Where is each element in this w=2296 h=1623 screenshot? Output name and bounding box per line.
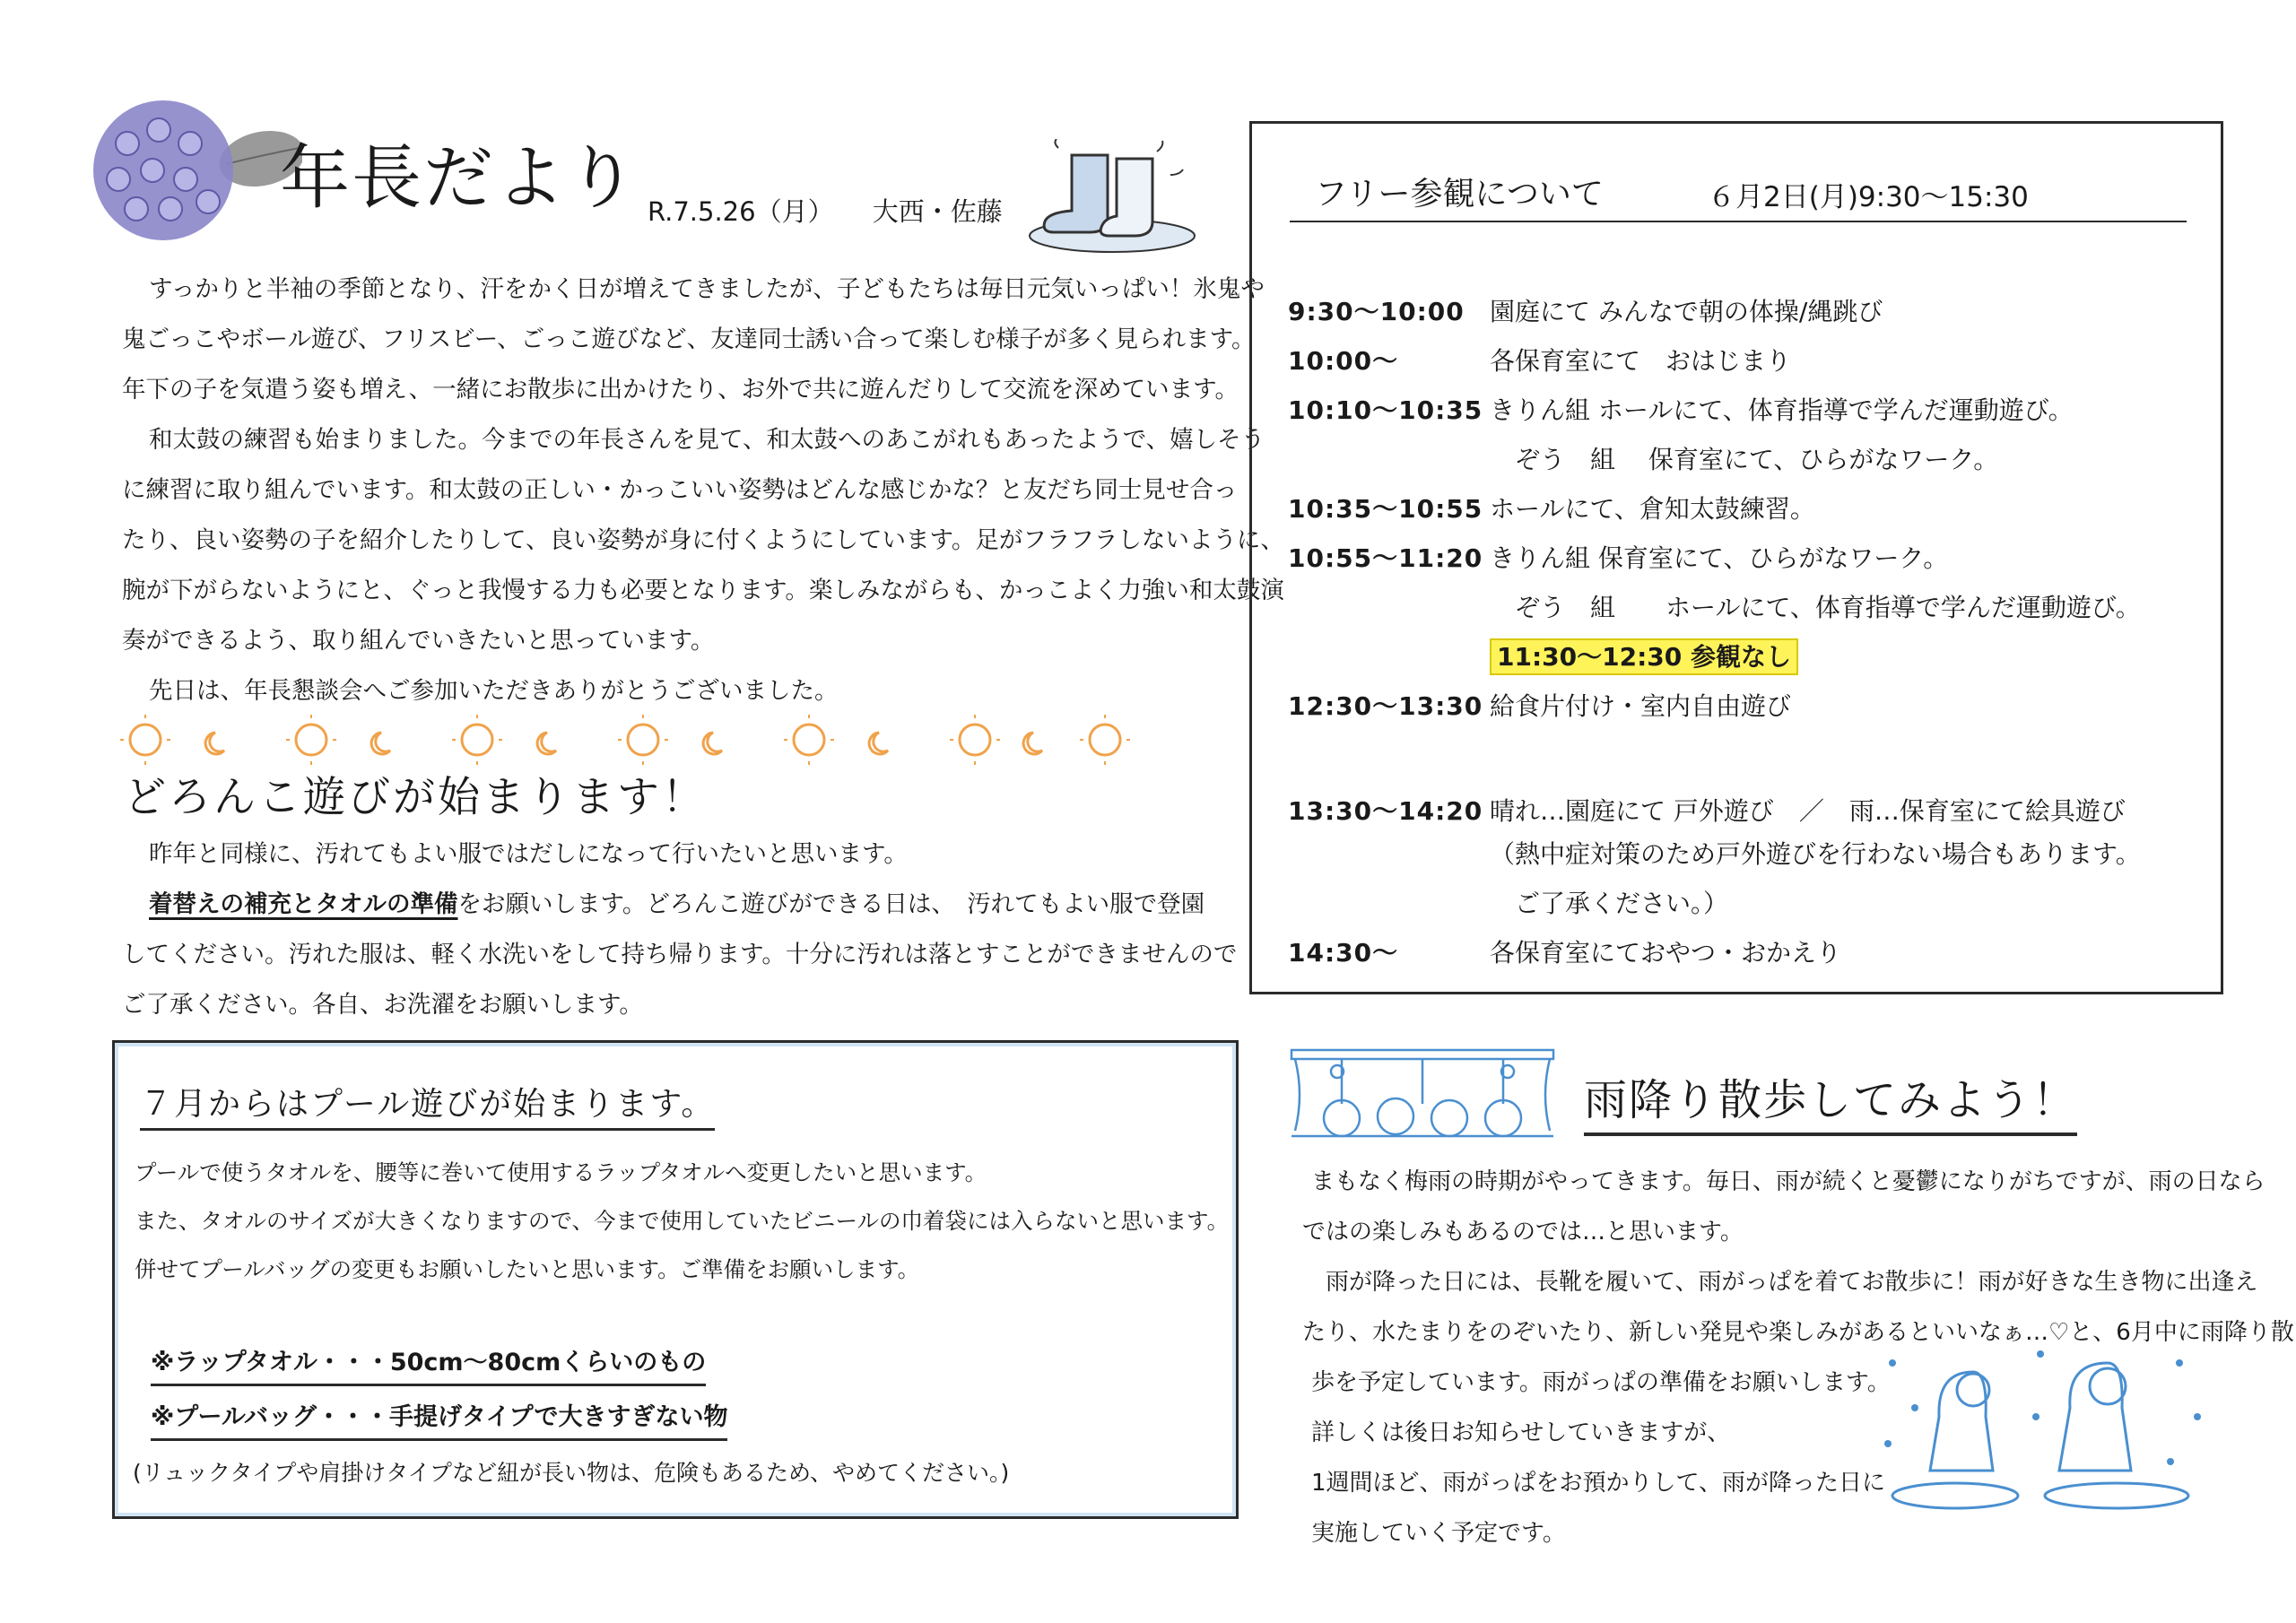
pool-body — [135, 1149, 1230, 1294]
doronko-line — [122, 880, 1234, 930]
schedule-row — [1288, 482, 2203, 532]
schedule-row — [1288, 680, 2203, 729]
intro-line: 年下の子を気遣う姿も増え、一緒にお散歩に出かけたり、お外で共に遊んだりして交流を深めています。 — [122, 376, 1239, 404]
schedule-row — [1288, 532, 2203, 581]
rain-line: 実施していく予定です。 — [1311, 1520, 1566, 1547]
schedule-desc: ご了承ください。） — [1490, 888, 1729, 918]
schedule-row — [1288, 828, 2203, 877]
intro-line: 先日は、年長懇談会へご参加いただきありがとうございました。 — [149, 677, 839, 705]
schedule-time: 14:30～ — [1288, 937, 1399, 968]
sun-icon — [628, 725, 658, 755]
schedule-time: 10:35～10:55 — [1288, 493, 1483, 524]
schedule-title: フリー参観について — [1315, 176, 1604, 213]
intro-text — [122, 265, 1284, 716]
rain-line: 詳しくは後日お知らせしていきますが、 — [1311, 1419, 1731, 1446]
pool-line: また、タオルのサイズが大きくなりますので、今まで使用していたビニールの巾着袋には入らないと思います。 — [135, 1208, 1230, 1234]
sun-icon — [462, 725, 492, 755]
schedule-row — [1288, 926, 2203, 976]
hydrangea-illustration — [65, 94, 302, 247]
schedule-row — [1288, 877, 2203, 926]
rain-boots-illustration — [1022, 139, 1202, 254]
pool-item-wrap-towel: ※ラップタオル・・・50cm～80cmくらいのもの — [151, 1342, 706, 1386]
issue-date: R.7.5.26（月） — [648, 196, 834, 227]
sun-icon — [296, 725, 326, 755]
schedule-time: 10:55～11:20 — [1288, 542, 1483, 573]
pool-notice-box — [112, 1040, 1239, 1519]
doronko-emphasis: 着替えの補充とタオルの準備 — [149, 890, 458, 918]
children-in-raincoats-illustration — [1874, 1336, 2215, 1515]
schedule-desc: （熱中症対策のため戸外遊びを行わない場合もあります。 — [1490, 838, 2141, 869]
schedule-desc: 給食片付け・室内自由遊び — [1490, 690, 1792, 721]
schedule-desc: ホールにて、倉知太鼓練習。 — [1490, 493, 1815, 524]
sun-icon — [960, 725, 990, 755]
divider — [1290, 221, 2187, 222]
schedule-row — [1288, 581, 2203, 630]
rain-line: 雨が降った日には、長靴を履いて、雨がっぱを着てお散歩に！雨が好きな生き物に出逢え — [1326, 1269, 2258, 1296]
schedule-row-highlight — [1288, 630, 2203, 680]
sun-icon — [1090, 725, 1120, 755]
doronko-line: 昨年と同様に、汚れてもよい服ではだしになって行いたいと思います。 — [149, 840, 908, 868]
issue-meta — [648, 192, 1033, 229]
authors: 大西・佐藤 — [872, 196, 1003, 227]
schedule-list — [1288, 285, 2203, 976]
schedule-desc: 各保育室にておやつ・おかえり — [1490, 937, 1842, 968]
rain-line: ではの楽しみもあるのでは…と思います。 — [1302, 1219, 1744, 1245]
intro-line: 腕が下がらないようにと、ぐっと我慢する力も必要となります。楽しみながらも、かっこよく力強い和太鼓演 — [122, 577, 1284, 604]
no-observation-highlight: 11:30～12:30 参観なし — [1490, 638, 1798, 675]
doronko-line-rest: をお願いします。どろんこ遊びができる日は、 汚れてもよい服で登園 — [457, 890, 1205, 918]
doronko-text — [122, 829, 1238, 1030]
schedule-desc: 各保育室にて おはじまり — [1490, 345, 1792, 376]
page-title: 年長だより — [280, 138, 639, 219]
intro-line: に練習に取り組んでいます。和太鼓の正しい・かっこいい姿勢はどんな感じかな？と友だち同士見せ合っ — [122, 476, 1238, 504]
schedule-time: 9:30～10:00 — [1288, 296, 1465, 326]
schedule-desc: きりん組 保育室にて、ひらがなワーク。 — [1490, 542, 1949, 573]
schedule-row — [1288, 285, 2203, 334]
rain-walk-title: 雨降り散歩してみよう！ — [1584, 1065, 2077, 1136]
sun-icon — [130, 725, 161, 755]
schedule-time: 12:30～13:30 — [1288, 690, 1483, 721]
pool-line: プールで使うタオルを、腰等に巻いて使用するラップタオルへ変更したいと思います。 — [135, 1159, 987, 1185]
schedule-desc: きりん組 ホールにて、体育指導で学んだ運動遊び。 — [1490, 395, 2074, 425]
schedule-row — [1288, 433, 2203, 482]
open-observation-box — [1249, 121, 2223, 994]
schedule-desc: ぞう 組 ホールにて、体育指導で学んだ運動遊び。 — [1490, 592, 2141, 622]
intro-line: たり、良い姿勢の子を紹介したりして、良い姿勢が身に付くようにしています。足がフラフラしないように、 — [122, 526, 1284, 554]
doronko-heading: どろんこ遊びが始まります！ — [124, 773, 707, 822]
schedule-time: 13:30～14:20 — [1288, 796, 1483, 826]
pool-note: (リュックタイプや肩掛けタイプなど紐が長い物は、危険もあるため、やめてください。) — [133, 1460, 1010, 1486]
schedule-desc: ぞう 組 保育室にて、ひらがなワーク。 — [1490, 444, 1999, 474]
schedule-time: 10:10～10:35 — [1288, 395, 1483, 425]
rain-line: たり、水たまりをのぞいたり、新しい発見や楽しみがあるといいなぁ…♡と、6月中に雨降り散 — [1302, 1319, 2294, 1346]
doronko-line: してください。汚れた服は、軽く水洗いをして持ち帰ります。十分に汚れは落とすことができませんので — [122, 941, 1238, 968]
doronko-line: ご了承ください。各自、お洗濯をお願いします。 — [122, 991, 643, 1019]
pool-title: ７月からはプール遊びが始まります。 — [140, 1079, 715, 1131]
schedule-desc: 晴れ…園庭にて 戸外遊び ／ 雨…保育室にて絵具遊び — [1490, 796, 2126, 826]
schedule-row — [1288, 334, 2203, 384]
intro-line: すっかりと半袖の季節となり、汗をかく日が増えてきましたが、子どもたちは毎日元気いっぱい！氷鬼や — [149, 275, 1265, 303]
sun-moon-border-decoration — [109, 713, 1141, 767]
intro-line: 和太鼓の練習も始まりました。今までの年長さんを見て、和太鼓へのあこがれもあったようで、嬉しそう — [149, 426, 1265, 454]
rain-line: 歩を予定しています。雨がっぱの準備をお願いします。 — [1311, 1369, 1891, 1396]
schedule-desc: 園庭にて みんなで朝の体操/縄跳び — [1490, 296, 1883, 326]
pool-line: 併せてプールバッグの変更もお願いしたいと思います。ご準備をお願いします。 — [135, 1256, 920, 1282]
schedule-row — [1288, 729, 2203, 828]
schedule-row — [1288, 384, 2203, 433]
rain-line: 1週間ほど、雨がっぱをお預かりして、雨が降った日に — [1311, 1470, 1886, 1497]
schedule-datetime: ６月2日(月)9:30～15:30 — [1708, 181, 2029, 213]
sun-icon — [794, 725, 824, 755]
rain-line: まもなく梅雨の時期がやってきます。毎日、雨が続くと憂鬱になりがちですが、雨の日なら — [1311, 1168, 2266, 1195]
intro-line: 奏ができるよう、取り組んでいきたいと思っています。 — [122, 627, 715, 655]
schedule-time: 10:00～ — [1288, 345, 1399, 376]
intro-line: 鬼ごっこやボール遊び、フリスビー、ごっこ遊びなど、友達同士誘い合って楽しむ様子が多く見られます。 — [122, 325, 1256, 353]
pool-items — [151, 1339, 727, 1448]
children-at-window-illustration — [1288, 1045, 1557, 1143]
pool-item-pool-bag: ※プールバッグ・・・手提げタイプで大きすぎない物 — [151, 1397, 727, 1441]
